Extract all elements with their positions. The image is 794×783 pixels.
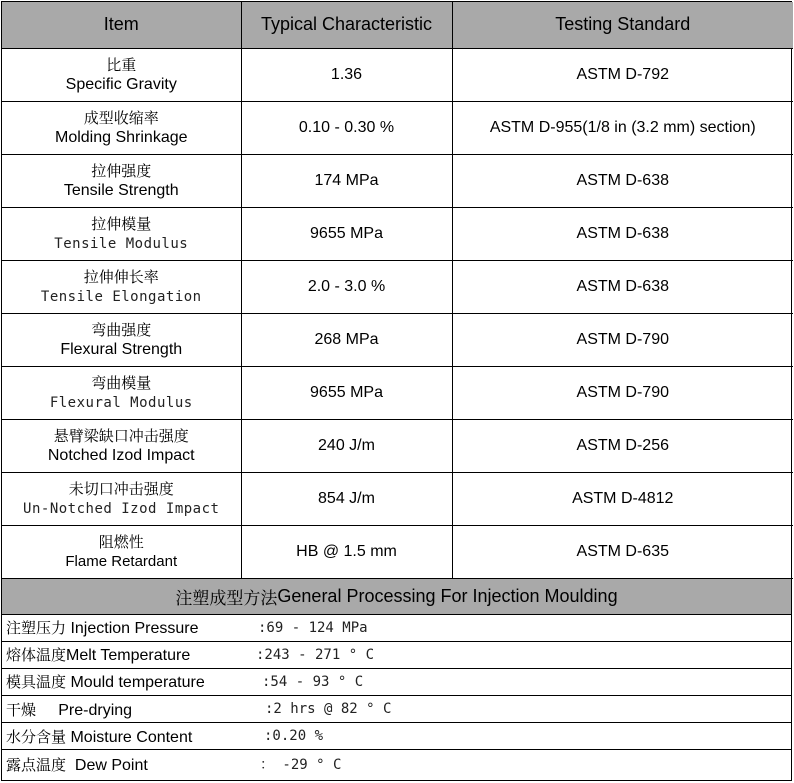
header-typical-characteristic: Typical Characteristic [241,2,452,48]
item-name-cn: 弯曲强度 [91,320,152,339]
header-row [2,2,793,48]
header-testing-standard: Testing Standard [452,2,793,48]
processing-list [2,615,791,778]
standard-cell: ASTM D-638 [452,207,793,260]
processing-label-cn: 干燥 [6,700,37,719]
processing-label-en: Pre-drying [36,701,133,719]
header-item: Item [2,2,241,48]
item-cell [2,313,241,366]
item-name-en: Molding Shrinkage [54,128,188,146]
value-cell: 1.36 [241,48,452,101]
item-cell [2,419,241,472]
table-row [2,207,793,260]
processing-row-injection-pressure [2,615,791,642]
processing-row-mould-temperature [2,669,791,696]
processing-label-cn: 模具温度 [6,673,67,692]
properties-table [2,2,793,579]
standard-cell: ASTM D-790 [452,313,793,366]
table-row [2,48,793,101]
processing-label-en: Mould temperature [66,674,205,692]
item-name-cn: 拉伸强度 [91,161,152,180]
item-name-cn: 弯曲模量 [91,373,152,392]
item-name-en: Tensile Modulus [54,235,189,252]
item-cell [2,101,241,154]
item-name-en: Tensile Elongation [40,288,202,305]
value-cell: 268 MPa [241,313,452,366]
item-name-en: Tensile Strength [63,181,179,199]
processing-label-en: Injection Pressure [66,620,199,638]
standard-cell: ASTM D-792 [452,48,793,101]
item-cell [2,366,241,419]
processing-label-cn: 水分含量 [6,727,67,746]
item-cell [2,154,241,207]
processing-value: ： -29 ° C [260,757,342,774]
value-cell: HB @ 1.5 mm [241,525,452,578]
item-name-en: Flexural Strength [60,340,183,358]
item-name-cn: 比重 [106,55,137,74]
table-row [2,525,793,578]
item-name-cn: 未切口冲击强度 [68,479,174,498]
processing-label-en: Moisture Content [66,728,193,746]
item-name-en: Specific Gravity [65,75,177,93]
table-row [2,472,793,525]
item-cell [2,207,241,260]
standard-cell: ASTM D-4812 [452,472,793,525]
value-cell: 0.10 - 0.30 % [241,101,452,154]
processing-title-en: General Processing For Injection Moulding [277,585,618,606]
value-cell: 9655 MPa [241,207,452,260]
item-cell [2,48,241,101]
value-cell: 240 J/m [241,419,452,472]
value-cell: 174 MPa [241,154,452,207]
item-name-en: Notched Izod Impact [47,446,195,464]
processing-value: :54 - 93 ° C [262,673,364,690]
table-row [2,154,793,207]
datasheet [1,1,792,781]
processing-row-dew-point [2,750,791,777]
table-row [2,101,793,154]
item-name-en: Flexural Modulus [49,394,193,411]
item-name-cn: 拉伸模量 [91,214,152,233]
processing-label-en: Melt Temperature [66,647,191,665]
processing-row-melt-temperature [2,642,791,669]
processing-label-cn: 熔体温度 [6,646,67,665]
standard-cell: ASTM D-638 [452,154,793,207]
processing-value: :0.20 % [264,728,324,745]
processing-label-cn: 露点温度 [6,755,67,774]
standard-cell: ASTM D-635 [452,525,793,578]
table-row [2,313,793,366]
value-cell: 9655 MPa [241,366,452,419]
processing-row-moisture-content [2,723,791,750]
processing-label-en: Dew Point [66,756,148,774]
processing-title-cn: 注塑成型方法 [175,588,278,609]
item-cell [2,472,241,525]
standard-cell: ASTM D-638 [452,260,793,313]
item-name-cn: 悬臂梁缺口冲击强度 [53,426,189,445]
processing-value: :2 hrs @ 82 ° C [265,701,392,718]
processing-section-title [2,579,791,615]
item-name-cn: 拉伸伸长率 [83,267,159,286]
processing-label-cn: 注塑压力 [6,619,67,638]
value-cell: 2.0 - 3.0 % [241,260,452,313]
standard-cell: ASTM D-790 [452,366,793,419]
value-cell: 854 J/m [241,472,452,525]
processing-value: :243 - 271 ° C [256,646,375,663]
table-row [2,419,793,472]
standard-cell: ASTM D-955(1/8 in (3.2 mm) section) [452,101,793,154]
processing-value: :69 - 124 MPa [258,619,368,636]
item-name-cn: 阻燃性 [98,532,144,551]
item-cell [2,260,241,313]
processing-row-pre-drying [2,696,791,723]
item-cell [2,525,241,578]
table-row [2,366,793,419]
item-name-cn: 成型收缩率 [83,108,159,127]
standard-cell: ASTM D-256 [452,419,793,472]
table-row [2,260,793,313]
item-name-en: Un-Notched Izod Impact [23,500,220,517]
item-name-en: Flame Retardant [65,552,178,570]
